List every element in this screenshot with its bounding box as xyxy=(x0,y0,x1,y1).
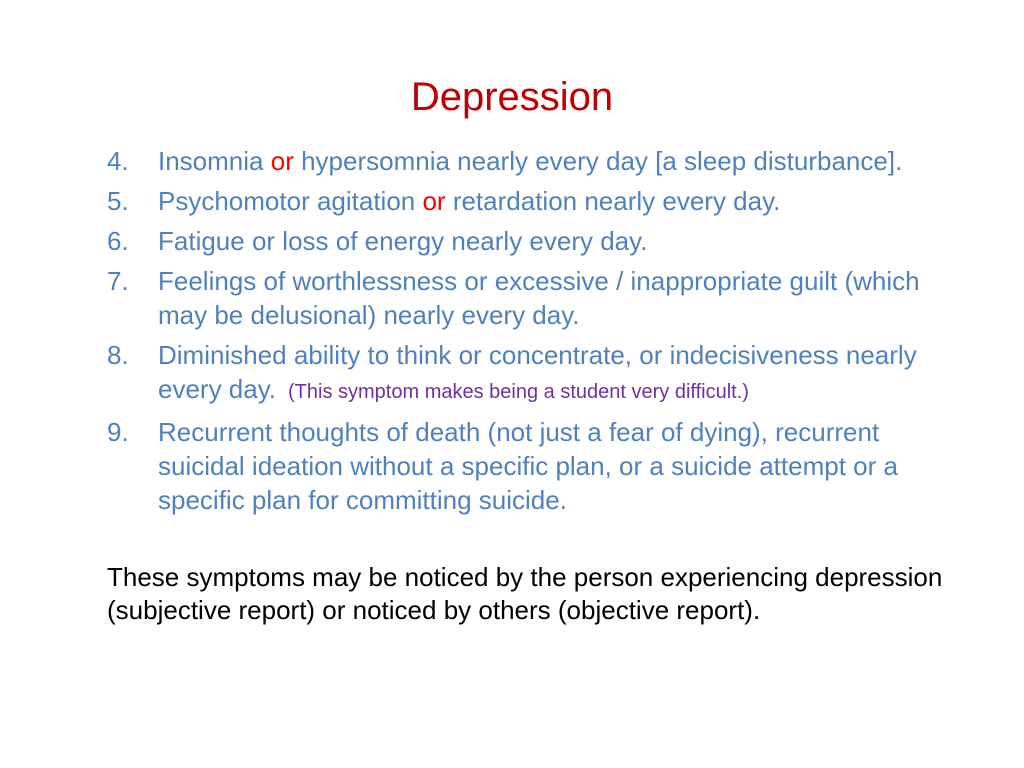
footer-note: These symptoms may be noticed by the person experiencing depression (subjective report) or noticed by others (objective report). xyxy=(107,562,943,625)
slide-title: Depression xyxy=(410,75,614,119)
criteria-list xyxy=(107,144,948,517)
item-number: 6. xyxy=(107,226,129,256)
item-number: 8. xyxy=(107,340,129,370)
criteria-item xyxy=(107,338,948,409)
item-emphasis: or xyxy=(422,186,446,216)
criteria-item xyxy=(107,224,948,258)
criteria-item xyxy=(107,144,948,178)
item-number: 5. xyxy=(107,186,129,216)
item-number: 7. xyxy=(107,266,129,296)
item-text: Recurrent thoughts of death (not just a fear of dying), recurrent suicidal ideation without a specific plan, or a suicide attempt or a specific plan for committing suicide. xyxy=(158,417,898,515)
criteria-item xyxy=(107,415,948,517)
item-text xyxy=(158,144,948,178)
item-text-before: Insomnia xyxy=(158,146,271,176)
criteria-item xyxy=(107,184,948,218)
item-text xyxy=(158,338,948,409)
item-number: 4. xyxy=(107,146,129,176)
item-emphasis: or xyxy=(270,146,294,176)
item-text: Fatigue or loss of energy nearly every day. xyxy=(158,226,648,256)
item-text-after: retardation nearly every day. xyxy=(445,186,781,216)
item-number: 9. xyxy=(107,417,129,447)
item-note: (This symptom makes being a student very difficult.) xyxy=(288,381,749,403)
item-text: Feelings of worthlessness or excessive / inappropriate guilt (which may be delusional) nearly every day. xyxy=(158,266,920,330)
item-text-before: Psychomotor agitation xyxy=(158,186,423,216)
item-text-after: hypersomnia nearly every day [a sleep disturbance]. xyxy=(293,146,903,176)
item-text-main: Diminished ability to think or concentrate, or indecisiveness nearly every day. xyxy=(158,340,917,404)
item-text xyxy=(158,184,948,218)
criteria-item xyxy=(107,264,948,332)
